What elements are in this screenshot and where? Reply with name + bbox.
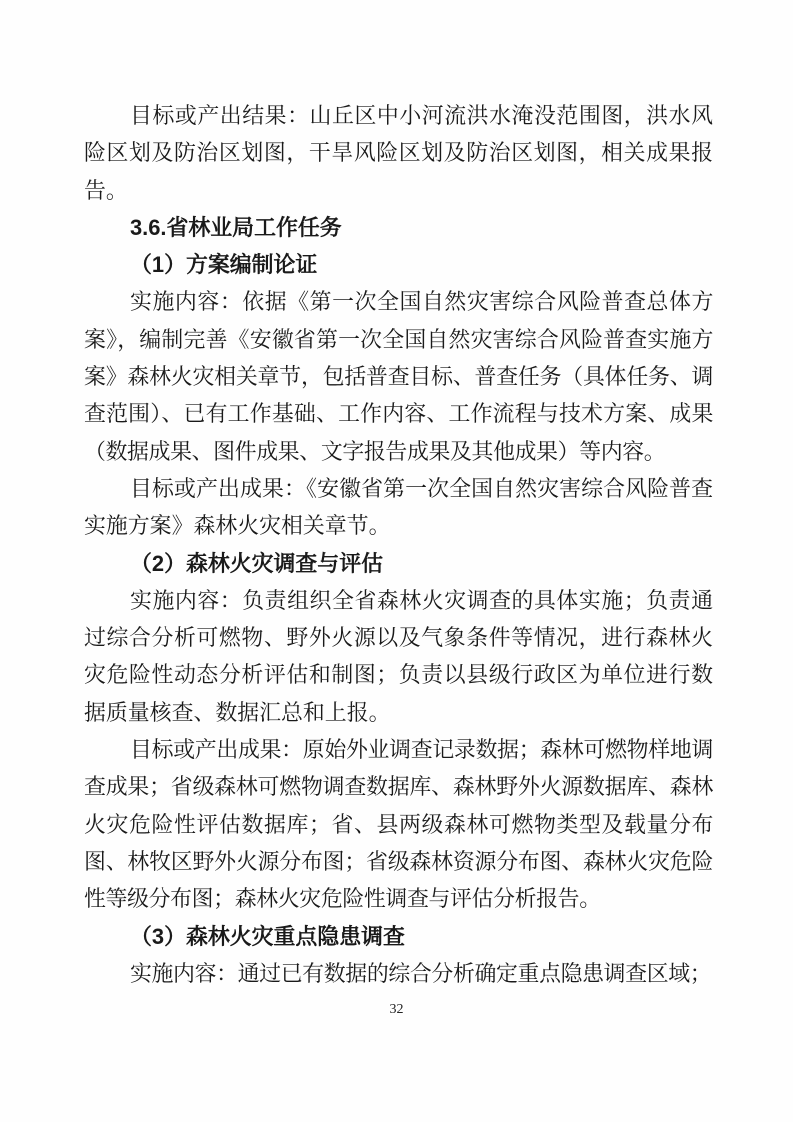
heading-forest-fire-survey-assessment: （2）森林火灾调查与评估 [130, 550, 383, 576]
page-number: 32 [389, 1002, 404, 1017]
para-goal-flood-drought-maps: 目标或产出结果：山丘区中小河流洪水淹没范围图，洪水风险区划及防治区划图，干旱风险区划及防治区划图，相关成果报告。 [84, 103, 713, 203]
heading-forestry-bureau-tasks: 3.6.省林业局工作任务 [130, 214, 342, 240]
para-implementation-fire-survey: 实施内容：负责组织全省森林火灾调查的具体实施；负责通过综合分析可燃物、野外火源以及气象条件等情况，进行森林火灾危险性动态分析评估和制图；负责以县级行政区为单位进行数据质量核查、数据汇总和上报。 [84, 587, 713, 725]
para-implementation-plan-drafting: 实施内容：依据《第一次全国自然灾害综合风险普查总体方案》，编制完善《安徽省第一次全国自然灾害综合风险普查实施方案》森林火灾相关章节，包括普查目标、普查任务（具体任务、调查范围）、已有工作基础、工作内容、工作流程与技术方案、成果（数据成果、图件成果、文字报告成果及其他成果）等内容。 [84, 289, 713, 464]
heading-plan-drafting: （1）方案编制论证 [130, 252, 318, 278]
para-implementation-hazard-survey: 实施内容：通过已有数据的综合分析确定重点隐患调查区域； [130, 960, 712, 986]
para-goal-plan-chapter: 目标或产出成果：《安徽省第一次全国自然灾害综合风险普查实施方案》森林火灾相关章节。 [84, 475, 713, 539]
page-body [84, 97, 713, 992]
para-goal-fire-survey-outputs: 目标或产出成果：原始外业调查记录数据；森林可燃物样地调查成果；省级森林可燃物调查数据库、森林野外火源数据库、森林火灾危险性评估数据库；省、县两级森林可燃物类型及载量分布图、林牧区野外火源分布图；省级森林资源分布图、森林火灾危险性等级分布图；森林火灾危险性调查与评估分析报告。 [84, 737, 713, 912]
heading-key-hazard-survey: （3）森林火灾重点隐患调查 [130, 923, 405, 949]
